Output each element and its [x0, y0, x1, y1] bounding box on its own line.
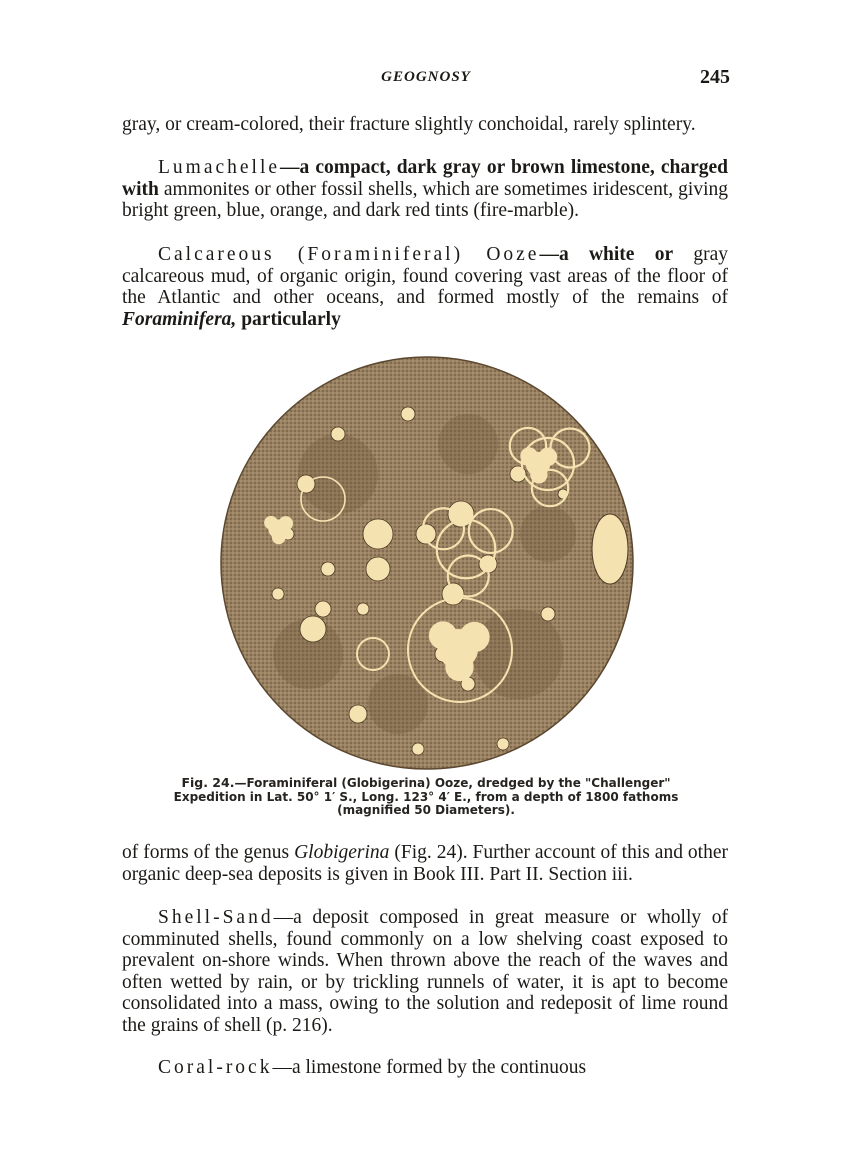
- globigerina-chamber: [531, 467, 547, 483]
- foraminifer-test: [497, 738, 509, 750]
- definition-text: ammonites or other fossil shells, which are sometimes iridescent, giving bright green, blue, orange, and dark red tints (fire-marble).: [122, 178, 728, 221]
- term-globigerina: Globigerina: [294, 842, 390, 863]
- definition-text-end: particularly: [236, 308, 341, 330]
- globigerina-chamber: [446, 653, 473, 680]
- figure-24-illustration: [218, 354, 636, 772]
- paragraph-shell-sand: [122, 907, 728, 1036]
- figure-caption: [150, 776, 702, 818]
- foraminifer-test: [272, 588, 284, 600]
- figure-label: Fig. 24.: [181, 775, 235, 790]
- running-title: GEOGNOSY: [381, 69, 471, 85]
- foraminifer-test: [315, 601, 331, 617]
- paragraph-globigerina: [122, 842, 728, 885]
- globigerina-chamber: [279, 517, 293, 531]
- definition-bold: —a white or: [539, 244, 674, 265]
- globigerina-chamber: [460, 622, 489, 651]
- paragraph-lumachelle: [122, 157, 728, 222]
- foraminifer-test: [300, 616, 326, 642]
- foraminifer-test: [412, 743, 424, 755]
- foraminifer-test: [401, 407, 415, 421]
- definition-text: —a deposit composed in great measure or wholly of comminuted shells, found commonly on a low shelving coast exposed to prevalent on-shore winds. When thrown above the reach of the waves and often wetted by rain, or by trickling runnels of water, it is apt to become consolidated into a mass, owing to the solution and redeposit of lime round the grains of shell (p. 216).: [122, 907, 728, 1036]
- foraminifer-test: [321, 562, 335, 576]
- paragraph-continuation: [122, 114, 728, 136]
- definition-text: gray calcareous mud, of organic origin, found covering vast areas of the floor of the Atlantic and other oceans, and formed mostly of the remains of: [122, 244, 729, 308]
- figure-caption-text: —Foraminiferal (Globigerina) Ooze, dredged by the "Challenger" Expedition in Lat. 50° 1′ S., Long. 123° 4′ E., from a depth of 1800 fathoms (magnified 50 Diameters).: [173, 776, 679, 817]
- globigerina-chamber: [539, 448, 557, 466]
- paragraph-calcareous-ooze: [122, 244, 728, 330]
- definition-text: —a limestone formed by the continuous: [272, 1057, 587, 1078]
- foraminifer-test: [349, 705, 367, 723]
- paragraph-text: of forms of the genus: [122, 842, 295, 863]
- foraminifer-test: [331, 427, 345, 441]
- foraminifer-test: [363, 519, 393, 549]
- foraminifer-test: [357, 603, 369, 615]
- globigerina-chamber: [265, 516, 278, 529]
- foraminifer-test: [366, 557, 390, 581]
- foraminiferal-ooze-micrograph: [218, 354, 636, 772]
- term-calcareous-ooze: Calcareous (Foraminiferal) Ooze: [158, 244, 540, 265]
- page-number: 245: [700, 66, 730, 88]
- dark-patch: [298, 434, 378, 514]
- running-head: [122, 66, 730, 90]
- globigerina-chamber: [521, 448, 537, 464]
- paragraph-coral-rock: [122, 1057, 728, 1079]
- dark-patch: [520, 506, 576, 562]
- term-lumachelle: Lumachelle: [158, 157, 281, 178]
- foraminifer-test: [541, 607, 555, 621]
- term-coral-rock: Coral-rock: [158, 1057, 273, 1078]
- term-foraminifera: Foraminifera,: [122, 308, 237, 330]
- globigerina-chamber: [429, 622, 456, 649]
- dark-patch: [473, 609, 563, 699]
- definition-bold: —a compact, dark gray or brown limestone, charged with: [122, 157, 728, 200]
- globigerina-chamber: [272, 531, 285, 544]
- paragraph-text-end: (Fig. 24). Further account of this and other organic deep-sea deposits is given in Book III. Part II. Section iii.: [122, 842, 728, 885]
- paragraph-text: gray, or cream-colored, their fracture slightly conchoidal, rarely splintery.: [122, 114, 696, 135]
- shell-fragment: [592, 514, 628, 584]
- term-shell-sand: Shell-Sand: [158, 907, 274, 928]
- dark-patch: [438, 414, 498, 474]
